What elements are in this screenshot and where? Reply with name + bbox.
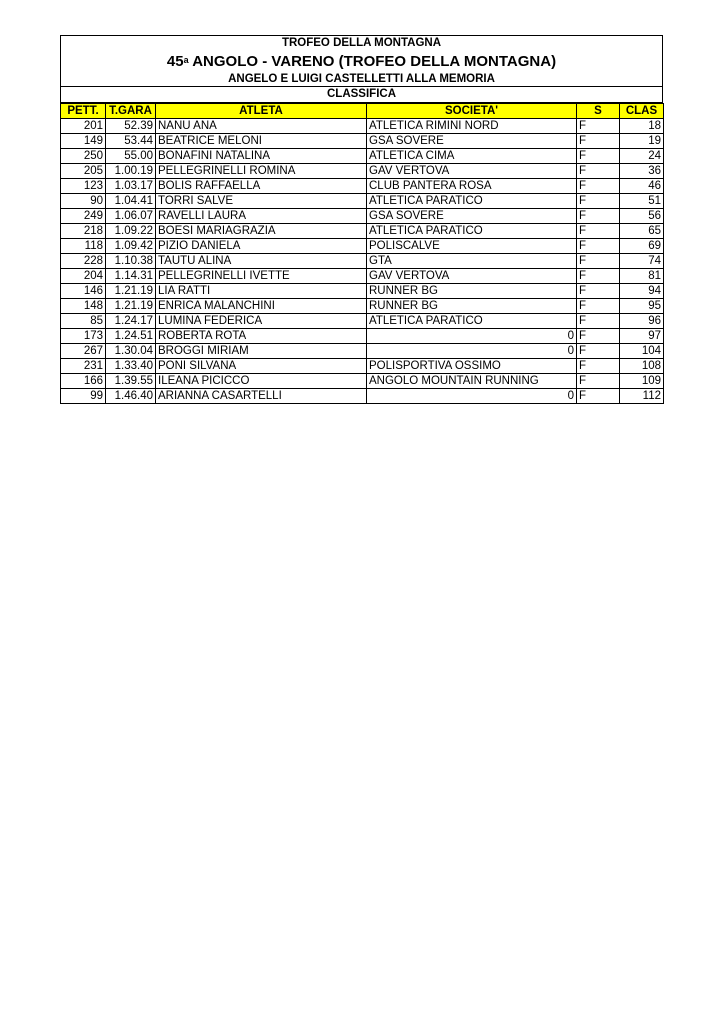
cell-tgara: 53.44	[106, 134, 156, 149]
cell-societa	[367, 389, 577, 404]
cell-pett: 123	[61, 179, 106, 194]
cell-s: F	[577, 224, 620, 239]
cell-societa	[367, 284, 577, 299]
cell-tgara: 1.09.42	[106, 239, 156, 254]
cell-societa	[367, 119, 577, 134]
event-series-title: TROFEO DELLA MONTAGNA	[281, 37, 442, 49]
cell-societa	[367, 194, 577, 209]
column-header-societa: SOCIETA'	[367, 104, 577, 119]
cell-societa-text: ATLETICA CIMA	[369, 150, 455, 162]
table-row	[61, 299, 664, 314]
cell-societa-text: POLISCALVE	[369, 240, 440, 252]
table-row	[61, 284, 664, 299]
table-row	[61, 239, 664, 254]
cell-s: F	[577, 194, 620, 209]
table-row	[61, 314, 664, 329]
cell-atleta: RAVELLI LAURA	[156, 209, 367, 224]
results-sheet	[60, 35, 663, 404]
cell-s: F	[577, 164, 620, 179]
cell-s: F	[577, 179, 620, 194]
cell-atleta: PONI SILVANA	[156, 359, 367, 374]
cell-s: F	[577, 119, 620, 134]
cell-s: F	[577, 254, 620, 269]
column-header-s: S	[577, 104, 620, 119]
cell-pett: 85	[61, 314, 106, 329]
cell-pett: 205	[61, 164, 106, 179]
cell-societa	[367, 224, 577, 239]
cell-pett: 218	[61, 224, 106, 239]
cell-societa	[367, 149, 577, 164]
event-title	[61, 51, 662, 72]
cell-societa	[367, 344, 577, 359]
event-subtitle: ANGELO E LUIGI CASTELLETTI ALLA MEMORIA	[61, 72, 662, 87]
cell-tgara: 1.09.22	[106, 224, 156, 239]
cell-tgara: 52.39	[106, 119, 156, 134]
cell-societa-text: GAV VERTOVA	[369, 270, 450, 282]
cell-s: F	[577, 344, 620, 359]
cell-clas: 69	[620, 239, 664, 254]
table-row	[61, 254, 664, 269]
table-header-row	[61, 104, 664, 119]
cell-tgara: 1.00.19	[106, 164, 156, 179]
results-body	[61, 119, 664, 404]
event-edition-number: 45	[166, 53, 184, 70]
cell-atleta: PELLEGRINELLI IVETTE	[156, 269, 367, 284]
cell-societa-text: ANGOLO MOUNTAIN RUNNING	[369, 375, 539, 387]
cell-atleta: PELLEGRINELLI ROMINA	[156, 164, 367, 179]
cell-pett: 148	[61, 299, 106, 314]
cell-societa-text: ATLETICA PARATICO	[369, 315, 483, 327]
cell-societa-zero: 0	[567, 345, 574, 357]
cell-pett: 146	[61, 284, 106, 299]
cell-tgara: 1.39.55	[106, 374, 156, 389]
table-row	[61, 209, 664, 224]
cell-societa-zero: 0	[567, 390, 574, 402]
cell-atleta: ROBERTA ROTA	[156, 329, 367, 344]
cell-atleta: BROGGI MIRIAM	[156, 344, 367, 359]
table-row	[61, 329, 664, 344]
cell-societa	[367, 254, 577, 269]
table-row	[61, 134, 664, 149]
cell-atleta: BEATRICE MELONI	[156, 134, 367, 149]
cell-societa	[367, 239, 577, 254]
cell-atleta: ILEANA PICICCO	[156, 374, 367, 389]
cell-atleta: BOLIS RAFFAELLA	[156, 179, 367, 194]
table-row	[61, 164, 664, 179]
cell-societa-text: RUNNER BG	[369, 285, 439, 297]
cell-pett: 228	[61, 254, 106, 269]
cell-atleta: PIZIO DANIELA	[156, 239, 367, 254]
cell-societa	[367, 269, 577, 284]
cell-clas: 81	[620, 269, 664, 284]
cell-societa	[367, 134, 577, 149]
cell-s: F	[577, 389, 620, 404]
cell-s: F	[577, 284, 620, 299]
cell-societa-text: GAV VERTOVA	[369, 165, 450, 177]
cell-clas: 94	[620, 284, 664, 299]
cell-societa-text: GSA SOVERE	[369, 210, 444, 222]
cell-clas: 112	[620, 389, 664, 404]
cell-atleta: LIA RATTI	[156, 284, 367, 299]
cell-pett: 231	[61, 359, 106, 374]
cell-tgara: 1.21.19	[106, 284, 156, 299]
column-header-tgara: T.GARA	[106, 104, 156, 119]
cell-tgara: 1.33.40	[106, 359, 156, 374]
cell-societa-zero: 0	[567, 330, 574, 342]
cell-societa	[367, 359, 577, 374]
cell-clas: 74	[620, 254, 664, 269]
cell-societa-text: GSA SOVERE	[369, 135, 444, 147]
table-row	[61, 374, 664, 389]
cell-atleta: LUMINA FEDERICA	[156, 314, 367, 329]
cell-tgara: 55.00	[106, 149, 156, 164]
cell-clas: 24	[620, 149, 664, 164]
table-row	[61, 119, 664, 134]
table-row	[61, 344, 664, 359]
table-row	[61, 149, 664, 164]
cell-societa	[367, 179, 577, 194]
table-row	[61, 179, 664, 194]
cell-clas: 18	[620, 119, 664, 134]
table-row	[61, 194, 664, 209]
cell-societa	[367, 209, 577, 224]
cell-atleta: TORRI SALVE	[156, 194, 367, 209]
cell-atleta: NANU ANA	[156, 119, 367, 134]
cell-societa-text: POLISPORTIVA OSSIMO	[369, 360, 501, 372]
cell-s: F	[577, 239, 620, 254]
cell-tgara: 1.46.40	[106, 389, 156, 404]
column-header-pett: PETT.	[61, 104, 106, 119]
cell-tgara: 1.24.17	[106, 314, 156, 329]
cell-pett: 204	[61, 269, 106, 284]
cell-societa-text: CLUB PANTERA ROSA	[369, 180, 492, 192]
results-table	[60, 103, 664, 404]
cell-tgara: 1.04.41	[106, 194, 156, 209]
cell-tgara: 1.30.04	[106, 344, 156, 359]
event-name: ANGOLO - VARENO (TROFEO DELLA MONTAGNA)	[188, 53, 557, 70]
cell-societa	[367, 374, 577, 389]
cell-atleta: BOESI MARIAGRAZIA	[156, 224, 367, 239]
cell-pett: 173	[61, 329, 106, 344]
cell-atleta: ENRICA MALANCHINI	[156, 299, 367, 314]
cell-clas: 96	[620, 314, 664, 329]
cell-tgara: 1.14.31	[106, 269, 156, 284]
cell-atleta: ARIANNA CASARTELLI	[156, 389, 367, 404]
cell-clas: 19	[620, 134, 664, 149]
column-header-atleta: ATLETA	[156, 104, 367, 119]
cell-clas: 97	[620, 329, 664, 344]
cell-pett: 166	[61, 374, 106, 389]
cell-tgara: 1.10.38	[106, 254, 156, 269]
sheet-header	[60, 35, 663, 103]
cell-atleta: TAUTU ALINA	[156, 254, 367, 269]
cell-clas: 109	[620, 374, 664, 389]
cell-clas: 104	[620, 344, 664, 359]
cell-clas: 36	[620, 164, 664, 179]
table-row	[61, 389, 664, 404]
table-row	[61, 359, 664, 374]
cell-clas: 51	[620, 194, 664, 209]
cell-s: F	[577, 359, 620, 374]
cell-tgara: 1.06.07	[106, 209, 156, 224]
column-header-clas: CLAS	[620, 104, 664, 119]
cell-societa	[367, 314, 577, 329]
cell-pett: 90	[61, 194, 106, 209]
cell-societa-text: ATLETICA RIMINI NORD	[369, 120, 499, 132]
cell-societa	[367, 164, 577, 179]
cell-clas: 46	[620, 179, 664, 194]
cell-clas: 56	[620, 209, 664, 224]
cell-pett: 201	[61, 119, 106, 134]
cell-pett: 149	[61, 134, 106, 149]
cell-tgara: 1.24.51	[106, 329, 156, 344]
cell-tgara: 1.03.17	[106, 179, 156, 194]
event-edition-suffix: a	[183, 55, 189, 65]
classification-heading: CLASSIFICA	[61, 87, 662, 103]
cell-pett: 99	[61, 389, 106, 404]
cell-societa-text: ATLETICA PARATICO	[369, 225, 483, 237]
table-row	[61, 224, 664, 239]
cell-pett: 250	[61, 149, 106, 164]
cell-societa	[367, 329, 577, 344]
cell-s: F	[577, 134, 620, 149]
cell-s: F	[577, 149, 620, 164]
cell-s: F	[577, 314, 620, 329]
cell-clas: 108	[620, 359, 664, 374]
cell-societa	[367, 299, 577, 314]
cell-pett: 267	[61, 344, 106, 359]
cell-clas: 95	[620, 299, 664, 314]
cell-pett: 118	[61, 239, 106, 254]
cell-s: F	[577, 329, 620, 344]
cell-pett: 249	[61, 209, 106, 224]
cell-s: F	[577, 209, 620, 224]
table-row	[61, 269, 664, 284]
cell-s: F	[577, 299, 620, 314]
cell-atleta: BONAFINI NATALINA	[156, 149, 367, 164]
cell-clas: 65	[620, 224, 664, 239]
cell-s: F	[577, 374, 620, 389]
cell-s: F	[577, 269, 620, 284]
cell-societa-text: GTA	[369, 255, 392, 267]
cell-societa-text: RUNNER BG	[369, 300, 439, 312]
cell-tgara: 1.21.19	[106, 299, 156, 314]
cell-societa-text: ATLETICA PARATICO	[369, 195, 483, 207]
